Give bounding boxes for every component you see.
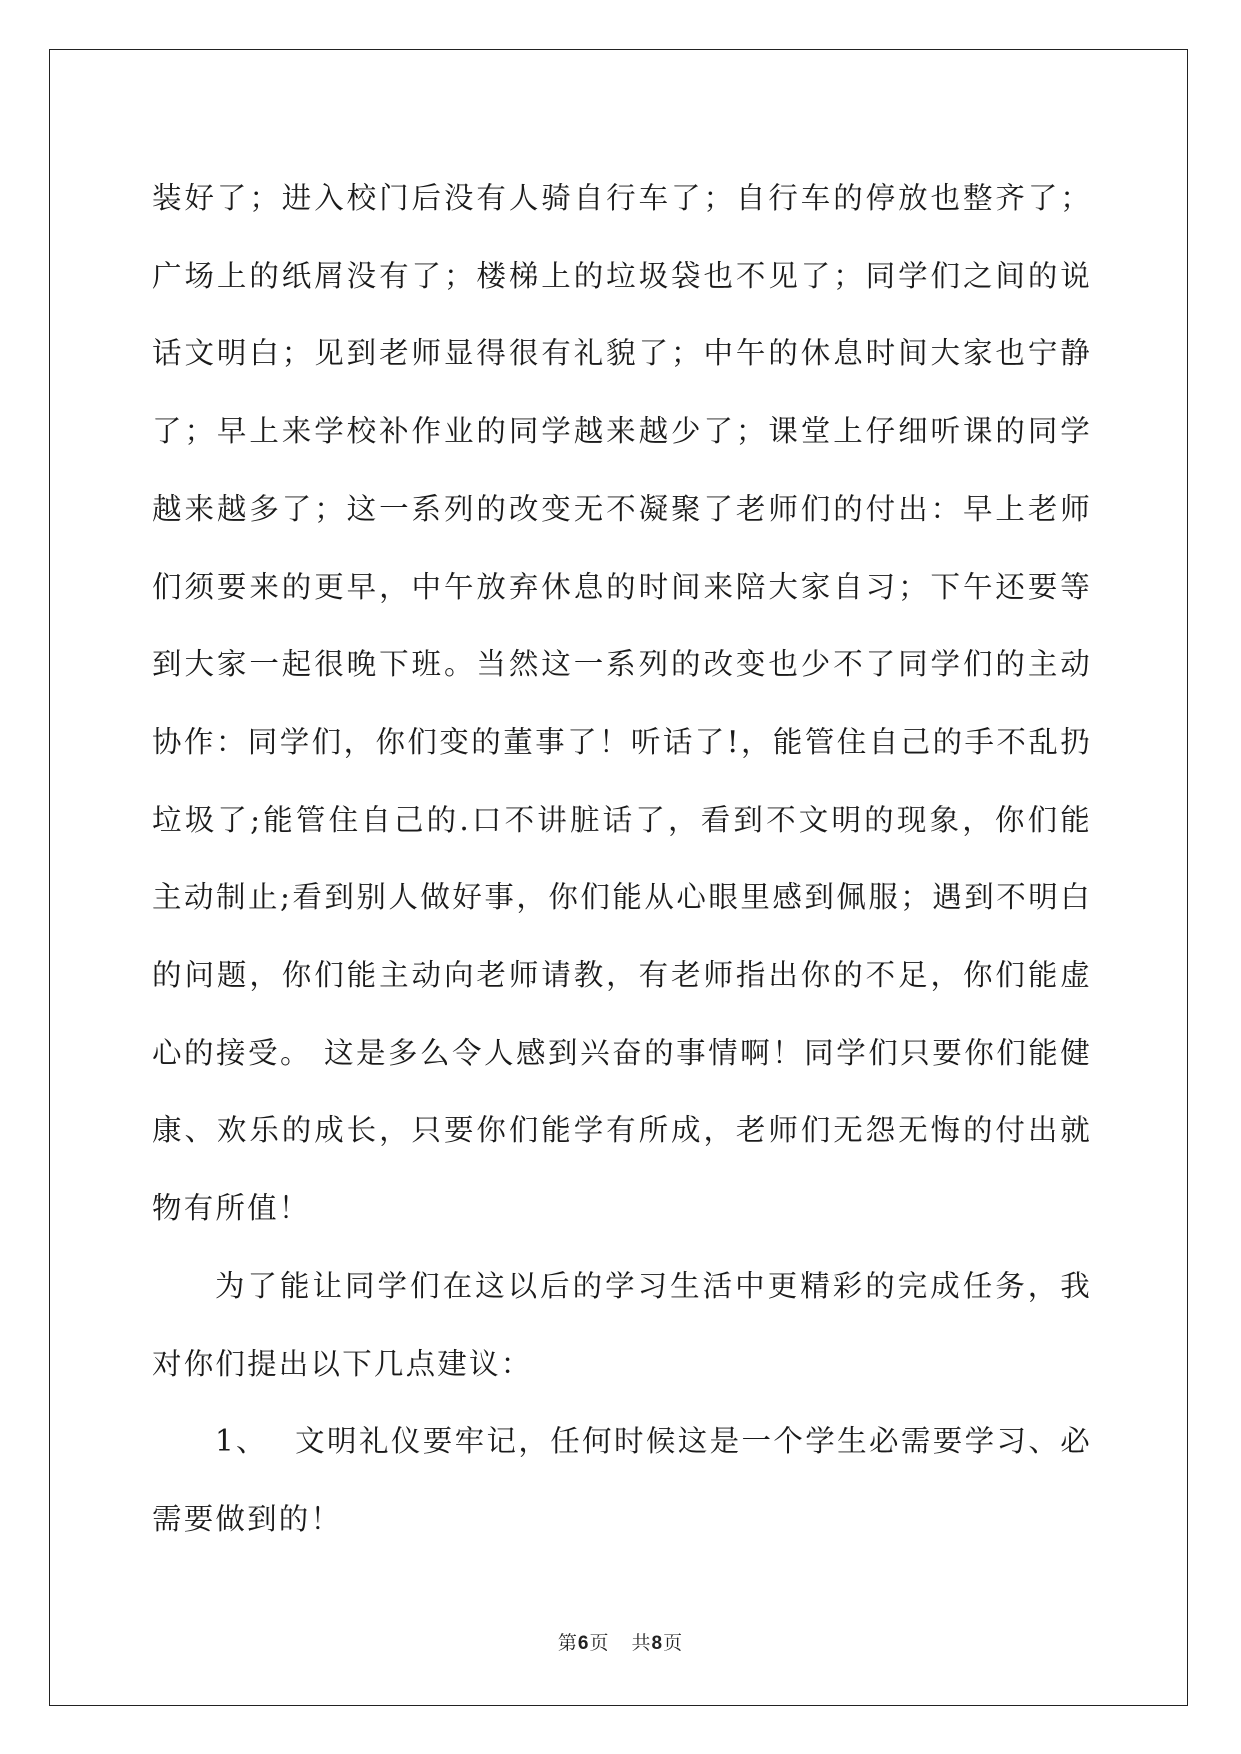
paragraph-2: 为了能让同学们在这以后的学习生活中更精彩的完成任务，我对你们提出以下几点建议： (152, 1268, 1092, 1381)
list-item-number: 1、 (215, 1424, 268, 1459)
total-suffix: 页 (663, 1632, 684, 1654)
document-body (152, 160, 1092, 1559)
page-footer (0, 1628, 1241, 1655)
total-prefix: 共 (631, 1632, 652, 1654)
list-item-text: 文明礼仪要牢记，任何时候这是一个学生必需要学习、必需要做到的！ (152, 1424, 1092, 1536)
list-item-1 (152, 1403, 1092, 1558)
paragraph-1: 装好了；进入校门后没有人骑自行车了；自行车的停放也整齐了；广场上的纸屑没有了；楼梯上的垃圾袋也不见了；同学们之间的说话文明白；见到老师显得很有礼貌了；中午的休息时间大家也宁静了；早上来学校补作业的同学越来越少了；课堂上仔细听课的同学越来越多了；这一系列的改变无不凝聚了老师们的付出：早上老师们须要来的更早，中午放弃休息的时间来陪大家自习；下午还要等到大家一起很晚下班。当然这一系列的改变也少不了同学们的主动协作：同学们，你们变的董事了！听话了!，能管住自己的手不乱扔垃圾了;能管住自己的.口不讲脏话了，看到不文明的现象，你们能主动制止;看到别人做好事，你们能从心眼里感到佩服；遇到不明白的问题，你们能主动向老师请教，有老师指出你的不足，你们能虚心的接受。 这是多么令人感到兴奋的事情啊！同学们只要你们能健康、欢乐的成长，只要你们能学有所成，老师们无怨无悔的付出就物有所值！ (152, 181, 1092, 1226)
current-page-number: 6 (577, 1633, 590, 1654)
page-suffix: 页 (589, 1632, 610, 1654)
total-pages-number: 8 (651, 1633, 664, 1654)
page-prefix: 第 (557, 1632, 578, 1654)
